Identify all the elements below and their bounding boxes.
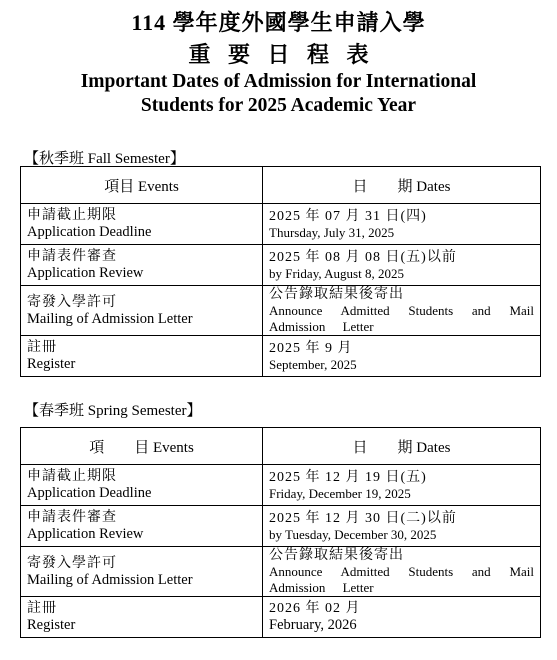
page-subtitle: 重 要 日 程 表: [188, 42, 369, 67]
english-title: [0, 70, 557, 118]
table-row: [21, 336, 541, 377]
event-cell: [21, 286, 263, 336]
date-zh: 公告錄取結果後寄出: [269, 548, 404, 563]
table-row: [21, 245, 541, 286]
date-zh: 2025 年 08 月 08 日(五)以前: [269, 249, 457, 265]
date-en: by Friday, August 8, 2025: [269, 265, 404, 281]
date-zh: 2025 年 12 月 30 日(二)以前: [269, 510, 457, 526]
date-en: by Tuesday, December 30, 2025: [269, 526, 437, 542]
event-zh: 申請表件審查: [27, 510, 117, 525]
english-title-line-1: Important Dates of Admission for International: [80, 71, 477, 92]
table-row: [21, 597, 541, 638]
date-zh: 2025 年 07 月 31 日(四): [269, 208, 427, 224]
event-cell: [21, 336, 263, 377]
event-en: Application Review: [27, 265, 144, 281]
date-cell: [263, 465, 541, 506]
date-zh: 2026 年 02 月: [269, 601, 361, 616]
table-header-row: [21, 428, 541, 465]
date-en: Friday, December 19, 2025: [269, 485, 411, 501]
event-cell: [21, 245, 263, 286]
date-zh: 2025 年 12 月 19 日(五): [269, 469, 427, 485]
event-cell: [21, 465, 263, 506]
dates-header: 日 期 Dates: [263, 167, 541, 204]
date-en: September, 2025: [269, 356, 357, 372]
date-cell: [263, 336, 541, 377]
event-en: Application Review: [27, 526, 144, 542]
event-zh: 申請截止期限: [27, 469, 117, 484]
date-cell: [263, 245, 541, 286]
date-cell: [263, 597, 541, 638]
page-title: 114 學年度外國學生申請入學: [131, 10, 426, 35]
event-zh: 寄發入學許可: [27, 294, 117, 310]
event-en: Application Deadline: [27, 224, 152, 240]
fall-semester-label: 【秋季班 Fall Semester】: [24, 151, 185, 167]
table-row: [21, 547, 541, 597]
date-en: February, 2026: [269, 617, 357, 633]
event-en: Register: [27, 356, 76, 372]
date-cell: [263, 286, 541, 336]
date-en: Announce Admitted Students and Mail Admission Letter: [269, 303, 534, 334]
date-cell: [263, 204, 541, 245]
event-cell: [21, 597, 263, 638]
event-cell: [21, 506, 263, 547]
table-row: [21, 506, 541, 547]
table-row: [21, 465, 541, 506]
date-cell: [263, 547, 541, 597]
event-zh: 註冊: [27, 601, 57, 616]
event-zh: 註冊: [27, 340, 57, 355]
event-en: Application Deadline: [27, 485, 152, 501]
date-en: Thursday, July 31, 2025: [269, 224, 395, 240]
event-en: Register: [27, 617, 76, 633]
spring-semester-label: 【春季班 Spring Semester】: [24, 403, 202, 419]
table-header-row: [21, 167, 541, 204]
event-zh: 申請截止期限: [27, 208, 117, 223]
date-en: Announce Admitted Students and Mail Admission Letter: [269, 564, 534, 595]
event-zh: 申請表件審查: [27, 249, 117, 264]
table-row: [21, 204, 541, 245]
fall-schedule-table: [20, 166, 541, 377]
event-cell: [21, 547, 263, 597]
spring-schedule-table: [20, 427, 541, 638]
date-cell: [263, 506, 541, 547]
table-row: [21, 286, 541, 336]
event-en: Mailing of Admission Letter: [27, 571, 193, 588]
dates-header: 日 期 Dates: [263, 428, 541, 465]
date-zh: 2025 年 9 月: [269, 340, 353, 356]
events-header: 項 目 Events: [21, 428, 263, 465]
english-title-line-2: Students for 2025 Academic Year: [140, 95, 417, 116]
event-cell: [21, 204, 263, 245]
event-zh: 寄發入學許可: [27, 555, 117, 571]
date-zh: 公告錄取結果後寄出: [269, 287, 404, 302]
event-en: Mailing of Admission Letter: [27, 310, 193, 327]
events-header: 項目 Events: [21, 167, 263, 204]
